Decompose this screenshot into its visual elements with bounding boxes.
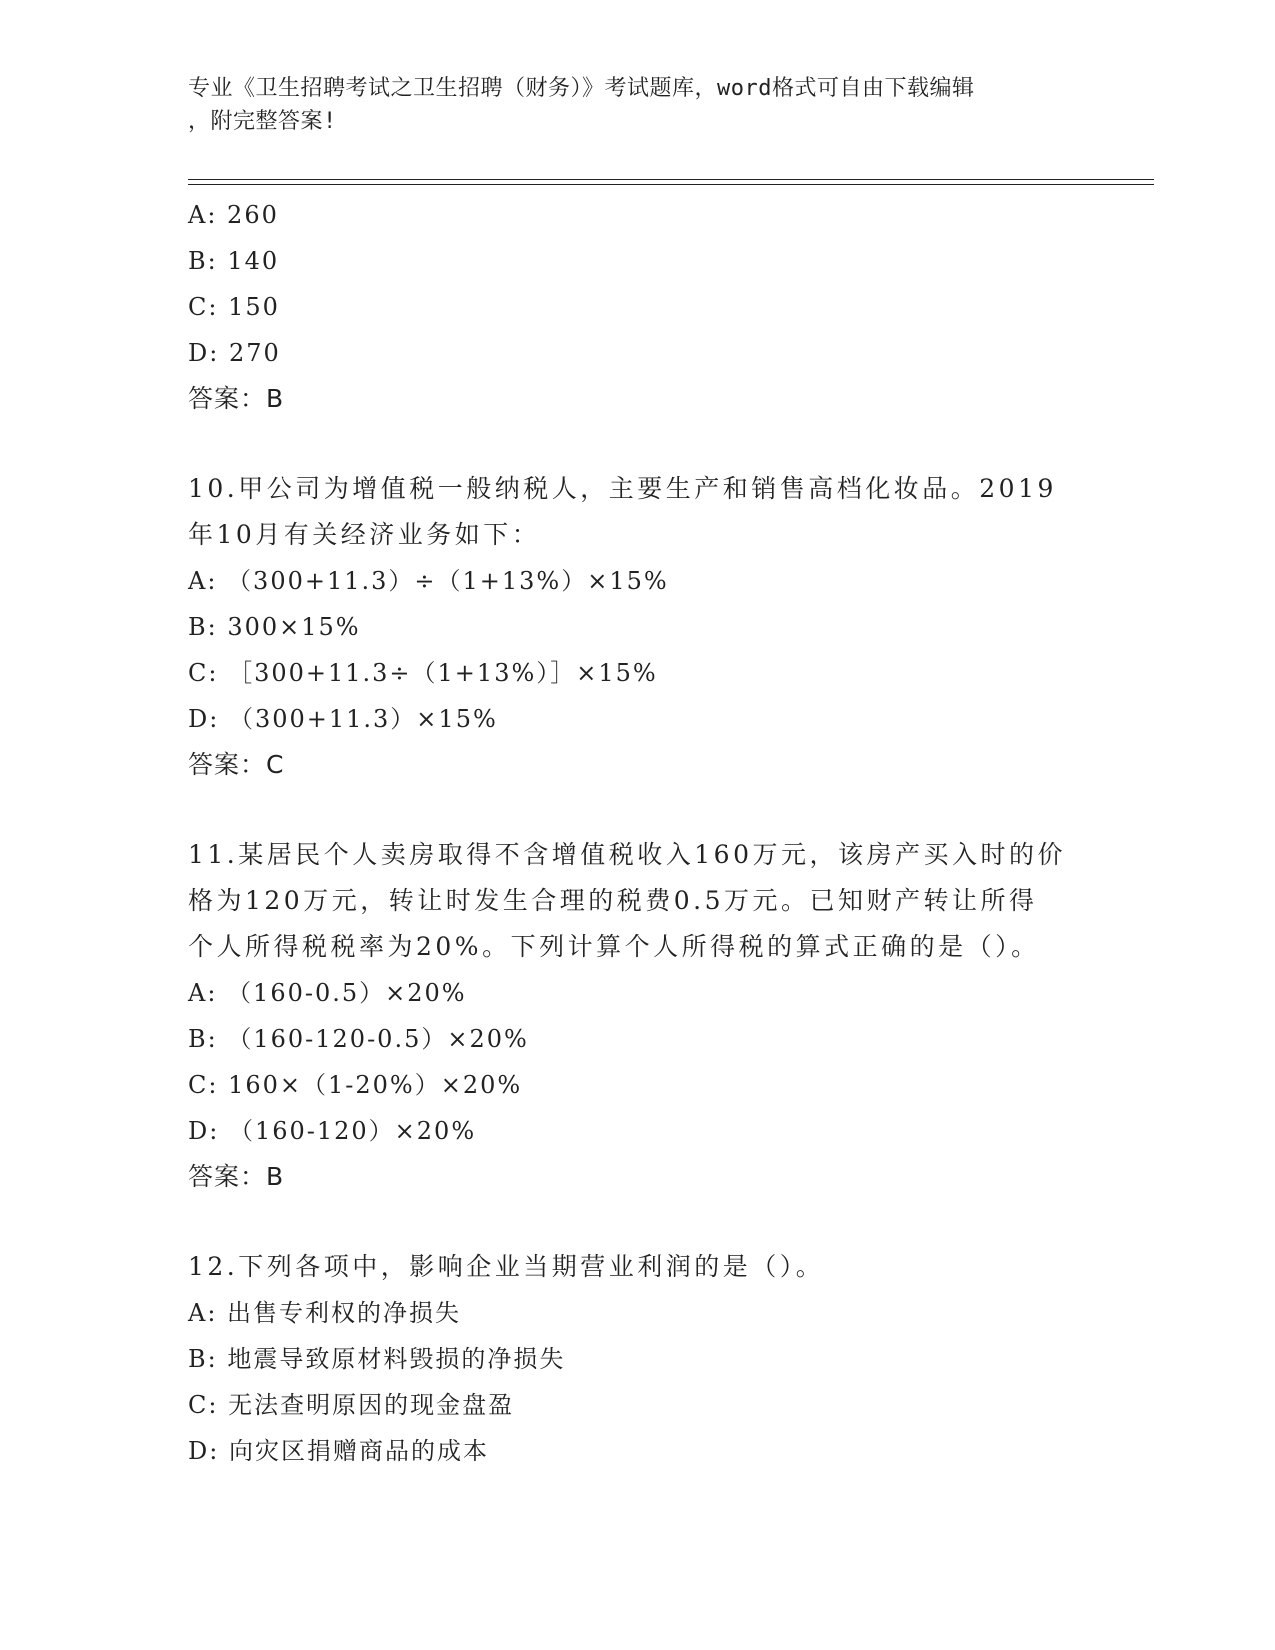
option-d: D: 270 [188,339,281,367]
option-b: B: 140 [188,247,280,275]
question-9 [188,192,1088,422]
question-stem-line: 10.甲公司为增值税一般纳税人，主要生产和销售高档化妆品。2019 [188,474,1057,503]
option-b: B: 300×15% [188,613,361,641]
question-stem-line: 年10月有关经济业务如下： [188,520,541,549]
document-header [188,72,1068,138]
option-a: A: （160-0.5）×20% [188,979,467,1007]
option-a: A: 出售专利权的净损失 [188,1299,462,1327]
header-rule-bottom [188,184,1154,185]
header-line-2: ，附完整答案! [188,109,337,134]
question-stem-line: 12.下列各项中，影响企业当期营业利润的是（）。 [188,1252,825,1281]
question-11 [188,832,1088,1200]
option-c: C: ［300+11.3÷（1+13%）］×15% [188,659,658,687]
option-d: D: （160-120）×20% [188,1117,477,1145]
question-stem-line: 个人所得税税率为20%。下列计算个人所得税的算式正确的是（）。 [188,932,1040,961]
answer: 答案：C [188,750,285,779]
option-c: C: 无法查明原因的现金盘盈 [188,1391,515,1419]
option-b: B: 地震导致原材料毁损的净损失 [188,1345,566,1373]
option-d: D: （300+11.3）×15% [188,705,498,733]
header-line-1: 专业《卫生招聘考试之卫生招聘（财务）》考试题库，word格式可自由下载编辑 [188,76,975,101]
answer: 答案：B [188,1162,285,1191]
question-12 [188,1244,1088,1474]
option-a: A: （300+11.3）÷（1+13%）×15% [188,567,669,595]
question-list [188,192,1088,1474]
option-c: C: 150 [188,293,280,321]
answer: 答案：B [188,384,285,413]
option-b: B: （160-120-0.5）×20% [188,1025,529,1053]
question-stem-line: 11.某居民个人卖房取得不含增值税收入160万元，该房产买入时的价 [188,840,1066,869]
option-a: A: 260 [188,201,279,229]
option-d: D: 向灾区捐赠商品的成本 [188,1437,489,1465]
option-c: C: 160×（1-20%）×20% [188,1071,523,1099]
question-10 [188,466,1088,788]
question-stem-line: 格为120万元，转让时发生合理的税费0.5万元。已知财产转让所得 [188,886,1038,915]
header-rule-top [188,179,1154,180]
